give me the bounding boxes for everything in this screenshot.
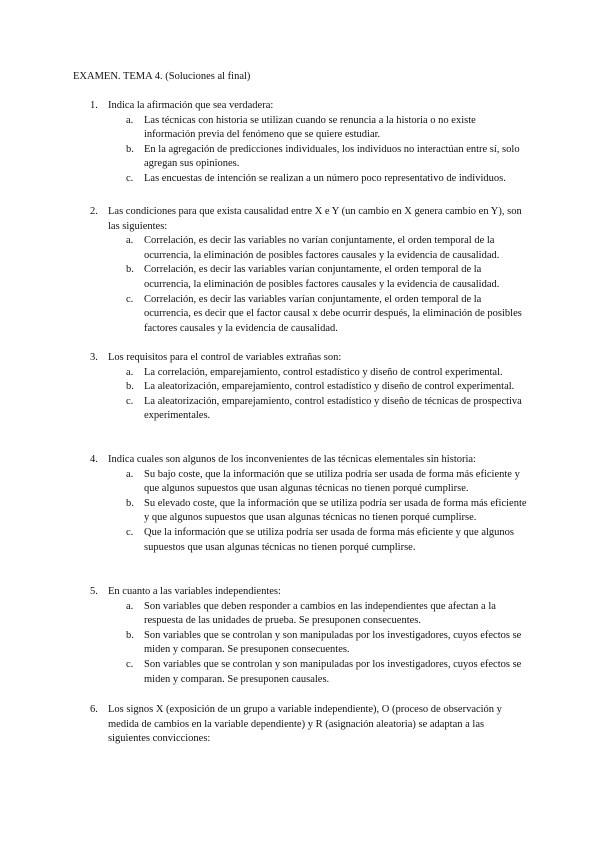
option-letter: a. [126, 114, 134, 126]
question-text: Indica cuales son algunos de los inconvenientes de las técnicas elementales sin historia: [108, 454, 476, 465]
question-5 [90, 585, 528, 687]
option-text: Las encuestas de intención se realizan a un número poco representativo de individuos. [144, 172, 506, 184]
question-number: 1. [90, 100, 98, 111]
option-list [108, 234, 528, 336]
question-number: 6. [90, 704, 98, 715]
option-letter: a. [126, 600, 134, 612]
option-text: Que la información que se utiliza podría ser usada de forma más eficiente y que algunos supuestos que usan algunas técnicas no tienen porqué cumplirse. [144, 526, 514, 553]
option-b [108, 497, 528, 526]
option-list [108, 114, 528, 187]
option-c [108, 293, 528, 337]
question-text: Indica la afirmación que sea verdadera: [108, 100, 274, 111]
option-text: En la agregación de predicciones individuales, los individuos no interactúan entre sí, solo agregan sus opiniones. [144, 143, 520, 170]
page-title: EXAMEN. TEMA 4. (Soluciones al final) [73, 71, 251, 82]
option-text: Son variables que se controlan y son manipuladas por los investigadores, cuyos efectos se miden y comparan. Se presuponen consecuentes. [144, 629, 522, 656]
question-4 [90, 453, 528, 555]
option-a [108, 114, 528, 143]
option-b [108, 380, 528, 395]
option-letter: a. [126, 468, 134, 480]
option-letter: b. [126, 143, 134, 155]
option-letter: c. [126, 172, 134, 184]
question-number: 3. [90, 352, 98, 363]
question-text: Las condiciones para que exista causalidad entre X e Y (un cambio en X genera cambio en Y), son las siguientes: [108, 206, 522, 232]
option-a [108, 468, 528, 497]
question-1 [90, 99, 528, 187]
option-b [108, 143, 528, 172]
option-letter: a. [126, 235, 134, 247]
option-letter: b. [126, 497, 134, 509]
option-text: Correlación, es decir las variables varían conjuntamente, el orden temporal de la ocurrencia, es decir que el factor causal x debe ocurrir después, la eliminación de posibles factores causales y la evidencia de causalidad. [144, 293, 522, 334]
question-number: 4. [90, 454, 98, 465]
option-list [108, 600, 528, 688]
option-letter: a. [126, 366, 134, 378]
question-2 [90, 205, 528, 336]
option-c [108, 395, 528, 424]
option-text: Son variables que se controlan y son manipuladas por los investigadores, cuyos efectos se miden y comparan. Se presuponen causales. [144, 658, 522, 685]
option-a [108, 366, 528, 381]
question-3 [90, 351, 528, 424]
question-text: Los requisitos para el control de variables extrañas son: [108, 352, 342, 363]
option-text: Su elevado coste, que la información que se utiliza podría ser usada de forma más eficiente y que algunos supuestos que usan algunas técnicas no tienen porqué cumplirse. [144, 497, 527, 524]
option-text: Su bajo coste, que la información que se utiliza podría ser usada de forma más eficiente y que algunos supuestos que usan algunas técnicas no tienen porqué cumplirse. [144, 468, 520, 495]
question-text: En cuanto a las variables independientes: [108, 586, 281, 597]
option-c [108, 658, 528, 687]
option-text: La correlación, emparejamiento, control estadístico y diseño de control experimental. [144, 366, 503, 378]
option-text: La aleatorización, emparejamiento, control estadístico y diseño de control experimental. [144, 381, 515, 393]
question-number: 5. [90, 586, 98, 597]
question-6 [90, 703, 528, 747]
option-a [108, 234, 528, 263]
option-text: Correlación, es decir las variables no varían conjuntamente, el orden temporal de la ocurrencia, la eliminación de posibles factores causales y la evidencia de causalidad. [144, 235, 500, 261]
option-b [108, 629, 528, 658]
option-text: Correlación, es decir las variables varían conjuntamente, el orden temporal de la ocurrencia, la eliminación de posibles factores causales y la evidencia de causalidad. [144, 264, 500, 290]
question-number: 2. [90, 206, 98, 217]
option-text: Las técnicas con historia se utilizan cuando se renuncia a la historia o no existe información previa del fenómeno que se quiere estudiar. [144, 114, 476, 141]
option-letter: c. [126, 293, 134, 305]
option-letter: b. [126, 629, 134, 641]
option-c [108, 526, 528, 555]
option-b [108, 263, 528, 292]
option-text: Son variables que deben responder a cambios en las independientes que afectan a la respuesta de las unidades de prueba. Se presuponen consecuentes. [144, 600, 496, 627]
option-list [108, 366, 528, 424]
option-letter: b. [126, 381, 134, 393]
option-list [108, 468, 528, 556]
option-a [108, 600, 528, 629]
option-letter: c. [126, 526, 134, 538]
option-text: La aleatorización, emparejamiento, control estadístico y diseño de técnicas de prospectiva experimentales. [144, 395, 522, 422]
option-letter: c. [126, 658, 134, 670]
question-text: Los signos X (exposición de un grupo a variable independiente), O (proceso de observación y medida de cambios en la variable dependiente) y R (asignación aleatoria) se adaptan a las siguientes convicciones: [108, 704, 502, 745]
option-c [108, 172, 528, 187]
option-letter: b. [126, 264, 134, 276]
option-letter: c. [126, 395, 134, 407]
